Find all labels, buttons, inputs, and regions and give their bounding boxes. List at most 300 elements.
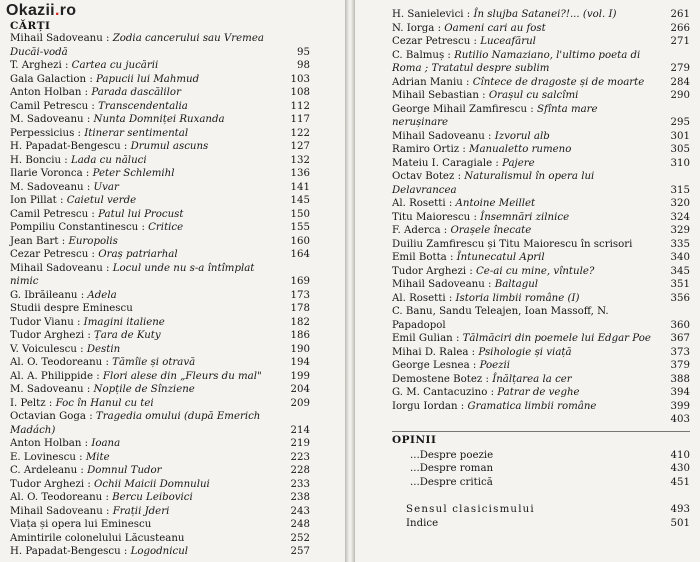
toc-page-number: 238 [290, 492, 310, 503]
toc-entry [10, 208, 310, 222]
toc-entry-text [392, 373, 690, 387]
section-divider [392, 431, 690, 432]
toc-work-title: Nunta Domniței Ruxanda [93, 114, 225, 125]
toc-entry [10, 329, 310, 343]
toc-work-title: Mite [85, 451, 110, 463]
toc-entry-text [10, 100, 310, 114]
toc-work-title: Orașele înecate [450, 225, 532, 236]
toc-page-number: 160 [290, 235, 310, 247]
toc-work-title: Ioana [91, 438, 121, 449]
toc-page-number: 430 [670, 463, 690, 474]
toc-page-number: 279 [670, 63, 690, 74]
toc-entry [392, 359, 690, 373]
toc-author: Tudor Arghezi : [392, 265, 473, 277]
toc-entry [392, 332, 690, 346]
toc-page-number: 324 [670, 211, 690, 223]
toc-page-number: 136 [290, 168, 310, 179]
toc-author: Perpessicius : [10, 127, 81, 139]
toc-work-title: Pajere [502, 157, 535, 169]
toc-entry-text [10, 316, 310, 330]
toc-entry-text [10, 532, 310, 546]
toc-page-number: 335 [670, 238, 690, 250]
toc-entry-text [392, 346, 690, 360]
watermark-brand: Okazii [6, 2, 55, 19]
toc-page-number: 98 [297, 60, 310, 71]
toc-entry-text [392, 265, 690, 279]
toc-entry-text [392, 49, 690, 76]
toc-work-title: Tămîie și otravă [112, 357, 196, 368]
toc-author: Cezar Petrescu : [392, 36, 477, 47]
toc-author: Gala Galaction : [10, 73, 93, 85]
toc-entry-text [392, 22, 690, 36]
toc-work-title: Transcendentalia [98, 100, 188, 112]
toc-work-title: Oraș patriarhal [98, 249, 178, 260]
toc-work-title: Caietul verde [66, 195, 137, 206]
toc-entry [10, 194, 310, 208]
toc-work-title: Critice [148, 222, 184, 233]
toc-work-title: Uvar [93, 181, 119, 193]
toc-entry-text [392, 76, 690, 90]
toc-entry [392, 238, 690, 252]
toc-author: V. Voiculescu : [10, 343, 84, 355]
toc-author: C. Balmuș : [392, 49, 451, 61]
toc-page-number: 266 [670, 22, 690, 34]
toc-entry-text [10, 437, 310, 451]
toc-author: E. Lovinescu : [10, 451, 83, 463]
toc-entry-text [10, 194, 310, 208]
toc-author: Emil Gulian : [392, 333, 460, 344]
toc-entry-text [10, 410, 310, 437]
toc-entry-text [392, 238, 690, 252]
toc-page-number: 243 [290, 505, 310, 517]
toc-work-title: Zodia cancerului sau Vremea Ducăi-vodă [10, 33, 264, 58]
toc-entry [392, 89, 690, 103]
toc-work-title: Locul unde nu s-a întîmplat nimic [10, 262, 255, 287]
toc-work-title: Izvorul alb [494, 130, 550, 142]
toc-work-title: Logodnicul [130, 546, 189, 557]
toc-author: Tudor Arghezi : [10, 478, 91, 490]
toc-entry [392, 103, 690, 130]
toc-entry-text [10, 356, 310, 370]
toc-author: Cezar Petrescu : [10, 249, 95, 260]
toc-entry [10, 262, 310, 289]
toc-entry [10, 167, 310, 181]
toc-entry-text [10, 235, 310, 249]
toc-entry [392, 35, 690, 49]
toc-work-title: Țara de Kuty [94, 330, 161, 341]
toc-entry [10, 451, 310, 465]
toc-author: Al. A. Philippide : [10, 370, 100, 382]
toc-page-number: 204 [290, 384, 310, 395]
toc-author: M. Sadoveanu : [10, 114, 91, 125]
watermark-logo [6, 2, 76, 20]
toc-page-number: 233 [290, 478, 310, 490]
toc-entry [10, 545, 310, 559]
toc-author: Tudor Vianu : [10, 316, 81, 328]
toc-entry [392, 211, 690, 225]
toc-entry-text [10, 154, 310, 168]
toc-entry-text [392, 157, 690, 171]
toc-entry [10, 235, 310, 249]
toc-entry [10, 316, 310, 330]
toc-work-title: Drumul ascuns [130, 141, 209, 152]
toc-entry-text [392, 89, 690, 103]
toc-page-number: 320 [670, 198, 690, 209]
toc-entry [392, 197, 690, 211]
toc-page-number: 150 [290, 208, 310, 220]
toc-entry-text [10, 167, 310, 181]
toc-author: H. Sanielevici : [392, 9, 471, 20]
toc-entry [10, 127, 310, 141]
toc-entry [10, 181, 310, 195]
toc-page-number: 248 [290, 519, 310, 530]
toc-entry-text [392, 292, 690, 306]
toc-author: Studii despre Eminescu [10, 303, 133, 314]
toc-work-title: Antoine Meillet [455, 198, 536, 209]
toc-author: H. Bonciu : [10, 154, 68, 166]
toc-author: Al. O. Teodoreanu : [10, 492, 109, 503]
toc-work-title: Gramatica limbii române [467, 400, 597, 412]
toc-entry [10, 410, 310, 437]
toc-author: Mihai D. Ralea : [392, 346, 476, 358]
toc-author: C. Ardeleanu : [10, 465, 84, 476]
toc-entry [10, 154, 310, 168]
toc-author: Camil Petrescu : [10, 100, 95, 112]
toc-entry [10, 518, 310, 532]
toc-work-title: Tălmăciri din poemele lui Edgar Poe [462, 333, 651, 344]
toc-work-title: Nopțile de Sînziene [93, 384, 195, 395]
toc-work-title: Frații Jderi [112, 505, 170, 517]
toc-author: Octav Botez : [392, 171, 461, 182]
toc-entry [10, 437, 310, 451]
toc-entry-text [392, 211, 690, 225]
toc-entry [392, 76, 690, 90]
toc-entry-text [10, 262, 310, 289]
toc-page-number: 257 [290, 546, 310, 557]
toc-page-number: 356 [670, 292, 690, 304]
toc-author: M. Sadoveanu : [10, 181, 91, 193]
toc-author: M. Sadoveanu : [10, 384, 91, 395]
toc-page-number: 305 [670, 144, 690, 155]
toc-entry-text [10, 464, 310, 478]
toc-work-title: Istoria limbii române (I) [455, 292, 580, 304]
toc-author: C. Banu, Sandu Teleajen, Ioan Massoff, N. Papadopol [392, 306, 609, 331]
toc-entry-text [10, 113, 310, 127]
toc-page-number: 103 [290, 73, 310, 85]
toc-entry [392, 278, 690, 292]
toc-entry-text [10, 343, 310, 357]
toc-work-title: Destin [86, 343, 121, 355]
toc-entry [392, 305, 690, 332]
toc-work-title: Însemnări zilnice [480, 211, 570, 223]
toc-work-title: Imagini italiene [83, 316, 165, 328]
toc-work-title: Patul lui Procust [98, 208, 184, 220]
toc-page-number: 164 [290, 249, 310, 260]
toc-page-number: 108 [290, 87, 310, 98]
toc-page-number: 95 [297, 46, 310, 58]
toc-page-number: 132 [290, 154, 310, 166]
toc-entry-text [10, 478, 310, 492]
toc-entry [392, 49, 690, 76]
toc-entry-text: ...Despre roman [410, 463, 494, 474]
toc-author: Al. O. Teodoreanu : [10, 357, 109, 368]
toc-entry [392, 157, 690, 171]
toc-author: Octavian Goga : [10, 411, 93, 422]
toc-author: Amintirile colonelului Lăcusteanu [10, 532, 185, 544]
toc-work-title: Rutilio Namaziano, l'ultimo poeta di Roma ; Tratatul despre sublim [392, 49, 641, 74]
toc-entry-text [10, 248, 310, 262]
toc-entry [392, 265, 690, 279]
toc-work-title: Luceafărul [480, 36, 536, 47]
toc-page-number: 155 [290, 222, 310, 233]
toc-page-number: 122 [290, 127, 310, 139]
section-title-opinii: OPINII [392, 433, 437, 446]
toc-page-number: 190 [290, 343, 310, 355]
toc-author: H. Papadat-Bengescu : [10, 141, 128, 152]
toc-page-number: 252 [290, 532, 310, 544]
toc-author: Titu Maiorescu : [392, 211, 477, 223]
toc-author: Al. Rosetti : [392, 292, 453, 304]
toc-author: I. Peltz : [10, 397, 53, 409]
toc-entry [10, 59, 310, 73]
toc-author: T. Arghezi : [10, 60, 69, 71]
toc-entry-text [392, 332, 690, 346]
toc-author: George Lesnea : [392, 360, 477, 371]
toc-entry [10, 140, 310, 154]
toc-page-number: 310 [670, 157, 690, 169]
toc-entry [10, 100, 310, 114]
toc-entry-text [10, 329, 310, 343]
toc-author: Al. Rosetti : [392, 198, 453, 209]
toc-page-number: 403 [670, 414, 690, 425]
toc-author: G. Ibrăileanu : [10, 289, 85, 301]
toc-work-title: Ochii Maicii Domnului [94, 478, 210, 490]
toc-entry [392, 462, 690, 476]
toc-entry-text [10, 491, 310, 505]
toc-entry-text [392, 359, 690, 373]
spacer [392, 489, 690, 503]
book-gutter [345, 0, 355, 562]
toc-page-number: 394 [670, 387, 690, 398]
toc-author: George Mihail Zamfirescu : [392, 103, 534, 115]
toc-entry-text [392, 278, 690, 292]
toc-entry [392, 517, 690, 531]
toc-work-title: Manualetto rumeno [469, 144, 572, 155]
toc-entry [10, 491, 310, 505]
toc-entry [10, 464, 310, 478]
toc-entry-text [392, 197, 690, 211]
toc-page-number: 117 [290, 114, 310, 125]
toc-author: Mateiu I. Caragiale : [392, 157, 499, 169]
toc-work-title: Adela [87, 289, 117, 301]
toc-page-number: 214 [290, 424, 310, 436]
toc-page-number: 345 [670, 265, 690, 277]
watermark-tld: ro [59, 2, 77, 19]
toc-work-title: Bercu Leibovici [112, 492, 193, 503]
toc-work-title: Sfînta mare nerușinare [392, 103, 598, 128]
toc-author: Ion Pillat : [10, 195, 64, 206]
toc-author: Anton Holban : [10, 438, 89, 449]
toc-page-number: 451 [670, 476, 690, 488]
toc-entry-text [10, 127, 310, 141]
toc-entry [392, 503, 690, 517]
toc-page-number: 301 [670, 130, 690, 142]
toc-entry-text: Sensul clasicismului [406, 504, 535, 515]
toc-author: Mihail Sadoveanu : [392, 279, 492, 290]
toc-entry-text [10, 208, 310, 222]
toc-work-title: Ce-ai cu mine, vîntule? [476, 265, 595, 277]
toc-page-number: 261 [670, 9, 690, 20]
toc-entry-text [392, 400, 690, 414]
toc-author: Tudor Arghezi : [10, 330, 91, 341]
toc-work-title: Parada dascălilor [91, 87, 181, 98]
toc-entry [392, 386, 690, 400]
toc-entry [10, 302, 310, 316]
toc-author: Camil Petrescu : [10, 208, 95, 220]
toc-entry-text [10, 302, 310, 316]
toc-work-title: Cartea cu jucării [71, 60, 159, 71]
toc-page-number: 199 [290, 370, 310, 382]
toc-page-number: 127 [290, 141, 310, 152]
toc-entry-text [10, 397, 310, 411]
toc-page-number: 169 [290, 276, 310, 287]
toc-page-number: 373 [670, 346, 690, 358]
watermark-dot: . [54, 2, 60, 19]
toc-entry-text [10, 181, 310, 195]
toc-entry [10, 73, 310, 87]
toc-page-number: 379 [670, 360, 690, 371]
toc-author: Emil Botta : [392, 252, 454, 263]
toc-entry [392, 22, 690, 36]
toc-author: N. Iorga : [392, 22, 442, 34]
toc-entry-text [392, 224, 690, 238]
toc-author: Demostene Botez : [392, 373, 489, 385]
toc-entry-text [10, 289, 310, 303]
toc-entry [392, 170, 690, 197]
toc-page-number: 173 [290, 289, 310, 301]
toc-work-title: Foc în Hanul cu tei [55, 397, 154, 409]
toc-entry [392, 251, 690, 265]
left-toc-list [10, 32, 310, 559]
toc-entry-text: Indice [406, 517, 439, 529]
toc-entry-text [392, 103, 690, 130]
toc-author: Anton Holban : [10, 87, 89, 98]
toc-page-number: 271 [670, 36, 690, 47]
toc-entry [392, 346, 690, 360]
toc-author: Ramiro Ortiz : [392, 144, 466, 155]
toc-work-title: Europolis [68, 235, 118, 247]
toc-author: Adrian Maniu : [392, 76, 470, 88]
toc-entry [10, 289, 310, 303]
toc-entry-text [10, 505, 310, 519]
toc-entry [392, 224, 690, 238]
toc-entry [10, 248, 310, 262]
toc-work-title: În slujba Satanei?!... (vol. I) [473, 9, 617, 20]
toc-author: Pompiliu Constantinescu : [10, 222, 145, 233]
toc-page-number: 410 [670, 449, 690, 461]
toc-entry [10, 383, 310, 397]
toc-work-title: Poezii [479, 360, 511, 371]
toc-work-title: Lada cu năluci [71, 154, 147, 166]
toc-author: H. Papadat-Bengescu : [10, 546, 128, 557]
toc-page-number: 228 [290, 465, 310, 476]
toc-author: F. Aderca : [392, 225, 448, 236]
toc-work-title: Întunecatul April [456, 252, 545, 263]
toc-entry-text [392, 386, 690, 400]
toc-entry [392, 476, 690, 490]
toc-work-title: Patrar de veghe [497, 387, 580, 398]
toc-entry [10, 356, 310, 370]
toc-page-number: 223 [290, 451, 310, 463]
toc-page-number: 186 [290, 330, 310, 341]
toc-page-number: 351 [670, 279, 690, 290]
toc-page-number: 399 [670, 400, 690, 412]
toc-page-number: 178 [290, 303, 310, 314]
toc-entry-text [10, 518, 310, 532]
toc-page-number: 290 [670, 90, 690, 101]
toc-work-title: Cîntece de dragoste și de moarte [472, 76, 645, 88]
toc-author: Ilarie Voronca : [10, 168, 90, 179]
toc-page-number: 284 [670, 76, 690, 88]
toc-entry-text [392, 251, 690, 265]
toc-author: Mihail Sadoveanu : [10, 262, 110, 274]
toc-work-title: Peter Schlemihl [92, 168, 175, 179]
toc-page-number: 367 [670, 333, 690, 344]
toc-entry-text [10, 451, 310, 465]
toc-entry-text [10, 86, 310, 100]
toc-author: Jean Bart : [10, 235, 66, 247]
toc-work-title: Înălțarea la cer [492, 373, 572, 385]
toc-page-number: 360 [670, 319, 690, 331]
toc-work-title: Naturalismul în opera lui Delavrancea [392, 171, 595, 196]
toc-work-title: Domnul Tudor [87, 465, 162, 476]
toc-entry [392, 8, 690, 22]
toc-author: Viața și opera lui Eminescu [10, 519, 152, 530]
toc-entry [392, 400, 690, 414]
toc-author: Mihail Sadoveanu : [392, 130, 492, 142]
toc-work-title: Orașul cu salcîmi [488, 90, 579, 101]
toc-entry [10, 221, 310, 235]
toc-work-title: Tragedia omului (după Emerich Madách) [10, 411, 261, 436]
toc-author: Mihail Sadoveanu : [10, 33, 110, 44]
toc-page-number: 295 [670, 117, 690, 128]
toc-author: G. M. Cantacuzino : [392, 387, 495, 398]
toc-entry-text [392, 130, 690, 144]
toc-entry-text [392, 170, 690, 197]
toc-entry [392, 130, 690, 144]
toc-page-number: 194 [290, 357, 310, 368]
toc-entry [10, 397, 310, 411]
toc-entry [10, 478, 310, 492]
toc-entry-text [10, 370, 310, 384]
toc-entry-text [10, 140, 310, 154]
toc-page-number: 182 [290, 316, 310, 328]
toc-work-title: Papucii lui Mahmud [96, 73, 200, 85]
toc-entry-text [10, 73, 310, 87]
toc-work-title: Itinerar sentimental [84, 127, 189, 139]
section-title-carti: CĂRȚI [10, 20, 51, 32]
toc-entry-text [10, 59, 310, 73]
toc-entry [392, 143, 690, 157]
toc-page-number: 340 [670, 252, 690, 263]
toc-author: Mihail Sebastian : [392, 90, 486, 101]
toc-page-number: 145 [290, 195, 310, 206]
toc-entry [10, 86, 310, 100]
toc-work-title: Flori alese din „Fleurs du mal" [102, 370, 262, 382]
toc-page-number: 501 [670, 517, 690, 529]
toc-work-title: Psihologie și viață [478, 346, 572, 358]
toc-entry-text [10, 32, 310, 59]
